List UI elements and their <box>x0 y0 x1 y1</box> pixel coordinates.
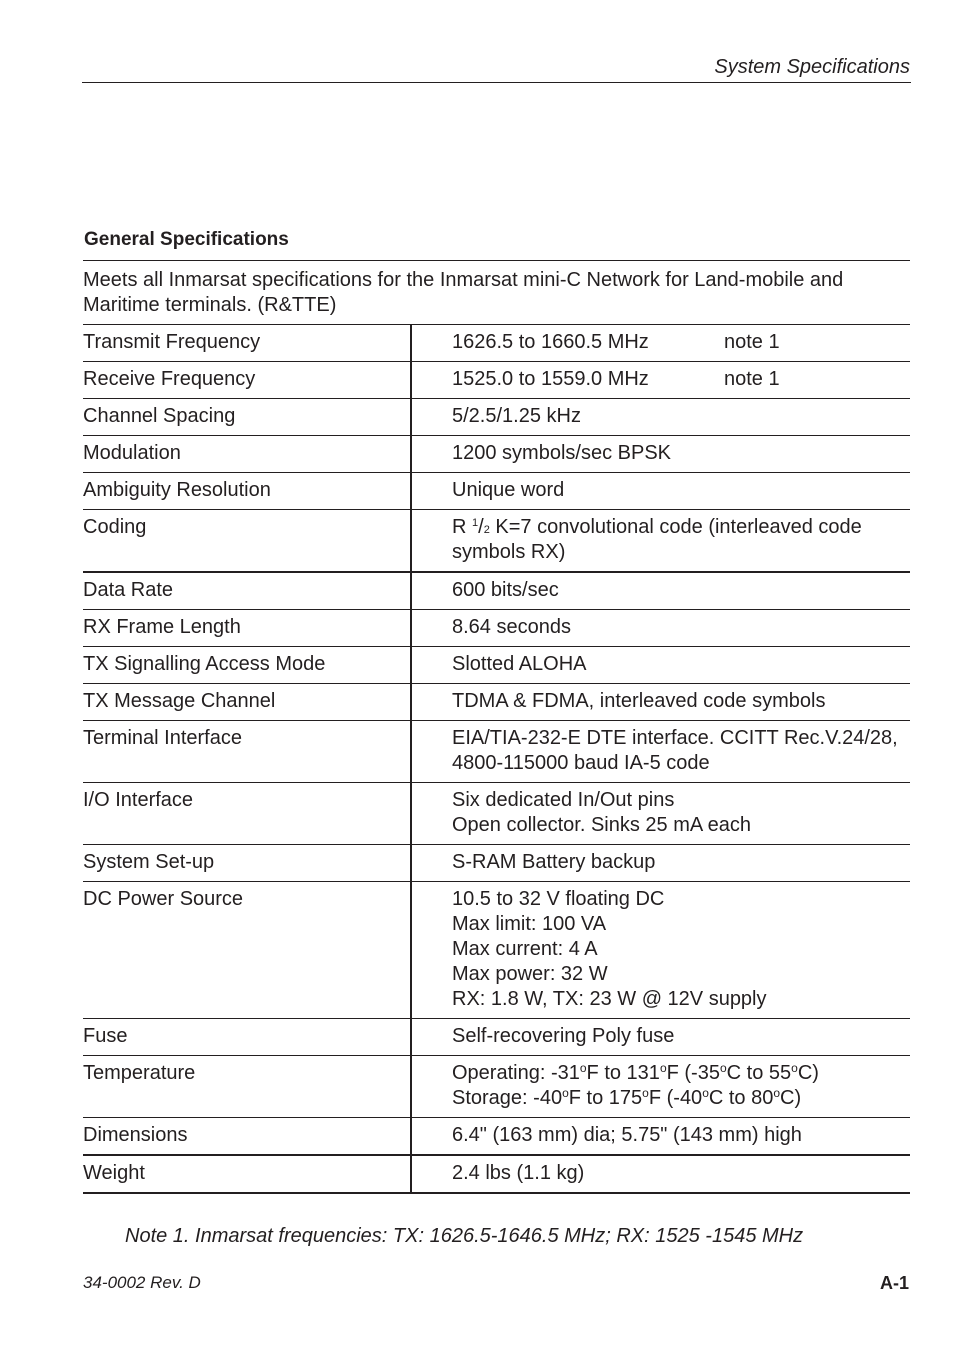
param-label: Terminal Interface <box>83 721 411 783</box>
table-row <box>83 1118 910 1156</box>
param-value: 5/2.5/1.25 kHz <box>411 399 910 436</box>
table-row <box>83 1056 910 1118</box>
page-number: A-1 <box>879 1273 909 1293</box>
temp-text: C to 55 <box>726 1062 792 1084</box>
table-row <box>83 362 910 399</box>
param-label: Ambiguity Resolution <box>83 473 411 510</box>
value-line: Max limit: 100 VA <box>452 913 607 935</box>
table-row <box>83 572 910 610</box>
param-label: System Set-up <box>83 845 411 882</box>
value-line: R $^1$/2 K=7 convolutional code (interleaved code <box>452 516 862 538</box>
table-row <box>83 436 910 473</box>
param-value: 6.4" (163 mm) dia; 5.75" (143 mm) high <box>411 1118 910 1156</box>
footnote: Note 1. Inmarsat frequencies: TX: 1626.5-1646.5 MHz; RX: 1525 -1545 MHz <box>125 1225 804 1247</box>
param-value <box>411 721 910 783</box>
temp-text: F (-40 <box>648 1087 703 1109</box>
value-line <box>452 1086 910 1111</box>
param-value <box>411 1056 910 1118</box>
value-text: 1626.5 to 1660.5 MHz <box>452 331 649 353</box>
temp-text: Storage: -40 <box>452 1087 563 1109</box>
degree-mark: o <box>719 1061 727 1075</box>
value-line: symbols RX) <box>452 541 566 563</box>
temp-text: F to 175 <box>568 1087 643 1109</box>
degree-mark: o <box>562 1086 569 1100</box>
note-ref: note 1 <box>724 331 780 353</box>
param-label: Receive Frequency <box>83 362 411 399</box>
degree-mark: o <box>702 1086 709 1100</box>
param-label: DC Power Source <box>83 882 411 1019</box>
value-prefix: R <box>452 516 467 538</box>
value-line: RX: 1.8 W, TX: 23 W @ 12V supply <box>452 988 767 1010</box>
param-value: 8.64 seconds <box>411 610 910 647</box>
param-label: Channel Spacing <box>83 399 411 436</box>
param-value: Slotted ALOHA <box>411 647 910 684</box>
param-value: Self-recovering Poly fuse <box>411 1019 910 1056</box>
spec-block <box>83 260 910 1194</box>
temp-text: C to 80 <box>708 1087 774 1109</box>
param-value: TDMA & FDMA, interleaved code symbols <box>411 684 910 721</box>
table-row <box>83 473 910 510</box>
value-line: Open collector. Sinks 25 mA each <box>452 814 752 836</box>
value-rest: K=7 convolutional code (interleaved code <box>495 516 862 538</box>
degree-mark: o <box>791 1061 798 1075</box>
table-row <box>83 684 910 721</box>
value-line: EIA/TIA-232-E DTE interface. CCITT Rec.V.24/28, <box>452 727 898 749</box>
table-row <box>83 882 910 1019</box>
value-line: 10.5 to 32 V floating DC <box>452 888 665 910</box>
temp-text: Operating: -31 <box>452 1062 580 1084</box>
param-label: Transmit Frequency <box>83 325 411 362</box>
temp-text: C) <box>797 1062 819 1084</box>
table-row <box>83 510 910 573</box>
value-line <box>452 1061 910 1086</box>
degree-mark: o <box>773 1086 781 1100</box>
param-value <box>411 362 910 399</box>
degree-mark: o <box>642 1086 649 1100</box>
temp-text: F to 131 <box>586 1062 660 1084</box>
running-header: System Specifications <box>714 56 910 78</box>
param-label: Weight <box>83 1155 411 1193</box>
param-value: 600 bits/sec <box>411 572 910 610</box>
param-value <box>411 510 910 573</box>
param-value: 2.4 lbs (1.1 kg) <box>411 1155 910 1193</box>
param-value <box>411 783 910 845</box>
param-label: Temperature <box>83 1056 411 1118</box>
temp-text: F (-35 <box>666 1062 720 1084</box>
table-row <box>83 1155 910 1193</box>
value-line: Six dedicated In/Out pins <box>452 789 675 811</box>
table-row <box>83 783 910 845</box>
table-row <box>83 399 910 436</box>
param-value <box>411 882 910 1019</box>
temp-text: C) <box>780 1087 802 1109</box>
intro-paragraph: Meets all Inmarsat specifications for the Inmarsat mini-C Network for Land-mobile and Maritime terminals. (R&TTE) <box>83 260 910 325</box>
value-line: Max power: 32 W <box>452 963 608 985</box>
param-value: Unique word <box>411 473 910 510</box>
header-rule <box>82 82 911 83</box>
param-label: Dimensions <box>83 1118 411 1156</box>
table-row <box>83 647 910 684</box>
param-label: TX Signalling Access Mode <box>83 647 411 684</box>
table-row <box>83 721 910 783</box>
value-line: Max current: 4 A <box>452 938 598 960</box>
fraction-denominator: 2 <box>483 524 490 536</box>
param-label: Data Rate <box>83 572 411 610</box>
value-text: 1525.0 to 1559.0 MHz <box>452 368 649 390</box>
table-row <box>83 1019 910 1056</box>
param-value: 1200 symbols/sec BPSK <box>411 436 910 473</box>
value-line: 4800-115000 baud IA-5 code <box>452 752 710 774</box>
table-row <box>83 325 910 362</box>
param-label: Fuse <box>83 1019 411 1056</box>
param-value <box>411 325 910 362</box>
param-label: I/O Interface <box>83 783 411 845</box>
degree-mark: o <box>579 1061 587 1075</box>
param-label: Coding <box>83 510 411 573</box>
param-label: TX Message Channel <box>83 684 411 721</box>
table-row <box>83 845 910 882</box>
note-ref: note 1 <box>724 368 780 390</box>
spec-table <box>83 325 910 1194</box>
param-value: S-RAM Battery backup <box>411 845 910 882</box>
param-label: Modulation <box>83 436 411 473</box>
table-row <box>83 610 910 647</box>
fraction-numerator: 1 <box>472 517 479 529</box>
param-label: RX Frame Length <box>83 610 411 647</box>
degree-mark: o <box>659 1061 667 1075</box>
section-title: General Specifications <box>84 229 289 250</box>
document-id: 34-0002 Rev. D <box>83 1273 201 1292</box>
